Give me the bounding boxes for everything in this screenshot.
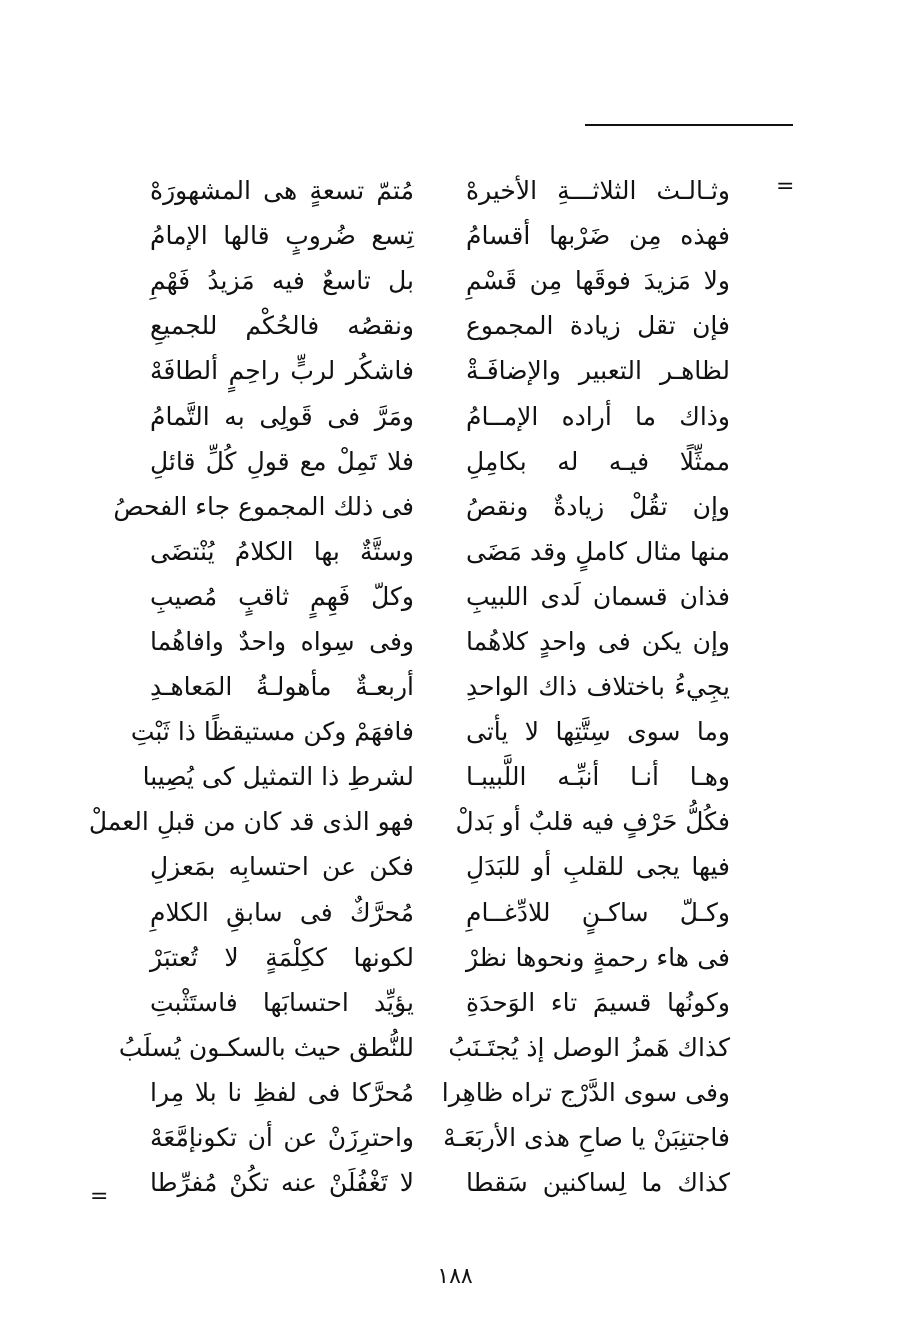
- second-hemistich: لكونها ككِلْمَةٍ لا تُعتبَرْ: [150, 942, 414, 972]
- second-hemistich: فكن عن احتسابِه بمَعزلِ: [150, 852, 414, 882]
- verse: [150, 1115, 730, 1160]
- verse: [150, 168, 730, 213]
- second-hemistich: فلا تَمِلْ مع قولِ كُلِّ قائلِ: [150, 446, 414, 476]
- second-hemistich: ونقصُه فالحُكْم للجميعِ: [150, 311, 414, 341]
- first-hemistich: يجِيءُ باختلاف ذاك الواحدِ: [466, 672, 730, 702]
- verse: [150, 619, 730, 664]
- first-hemistich: وإن يكن فى واحدٍ كلاهُما: [466, 626, 730, 656]
- first-hemistich: فإن تقل زيادة المجموع: [466, 311, 730, 341]
- first-hemistich: منها مثال كاملٍ وقد مَضَى: [466, 536, 730, 566]
- second-hemistich: للنُّطق حيث بالسكـون يُسلَبُ: [118, 1032, 414, 1062]
- first-hemistich: لظاهـر التعبير والإضافَـةْ: [466, 356, 730, 386]
- verse: [130, 709, 730, 754]
- second-hemistich: وستَّةٌ بها الكلامُ يُنْتضَى: [150, 536, 414, 566]
- second-hemistich: مُحرَّكٌ فى سابقِ الكلامِ: [150, 897, 414, 927]
- first-hemistich: وهـا أنـا أنبِّـه اللَّبيبـا: [466, 762, 730, 792]
- second-hemistich: ومَرَّ فى قَولِى به التَّمامُ: [150, 401, 414, 431]
- first-hemistich: وذاك ما أراده الإمــامُ: [466, 401, 730, 431]
- verse: [150, 844, 730, 889]
- verse: [150, 1160, 730, 1205]
- verse: [150, 348, 730, 393]
- footnote-rule: [585, 124, 793, 126]
- first-hemistich: ولا مَزيدَ فوقَها مِن قَسْمِ: [466, 266, 730, 296]
- verse: [150, 393, 730, 438]
- first-hemistich: وكـلّ ساكـنٍ للادِّغــامِ: [466, 897, 730, 927]
- second-hemistich: مُحرَّكا فى لفظِ نا بلا مِرا: [150, 1077, 414, 1107]
- verse: [150, 303, 730, 348]
- second-hemistich: بل تاسعٌ فيه مَزيدُ فَهْمِ: [150, 266, 414, 296]
- verse: [150, 1070, 730, 1115]
- verse: [150, 664, 730, 709]
- first-hemistich: وثـالـث الثلاثـــةِ الأخيرهْ: [466, 176, 730, 206]
- verse: [150, 935, 730, 980]
- verse: [150, 890, 730, 935]
- verse: [150, 980, 730, 1025]
- verse: [150, 574, 730, 619]
- first-hemistich: وكونُها قسيمَ تاء الوَحدَةِ: [466, 987, 730, 1017]
- second-hemistich: لا تَغْفُلَنْ عنه تكُنْ مُفرِّطا: [150, 1168, 414, 1198]
- verse: [150, 529, 730, 574]
- first-hemistich: وفى سوى الدَّرْج تراه ظاهِرا: [441, 1077, 730, 1107]
- first-hemistich: فكُلُّ حَرْفٍ فيه قلبٌ أو بَدلْ: [455, 807, 730, 837]
- first-hemistich: فهذه مِن ضَرْبها أقسامُ: [466, 221, 730, 251]
- second-hemistich: يؤيِّد احتسابَها فاستَثْبتِ: [150, 987, 414, 1017]
- second-hemistich: مُتمّ تسعةٍ هى المشهورَهْ: [150, 176, 414, 206]
- first-hemistich: فيها يجى للقلبِ أو للبَدَلِ: [466, 852, 730, 882]
- second-hemistich: واحترِزَنْ عن أن تكونإمَّعَهْ: [150, 1123, 414, 1153]
- first-hemistich: فذان قسمان لَدى اللبيبِ: [466, 581, 730, 611]
- continuation-mark-top: =: [776, 174, 795, 199]
- continuation-mark-bottom: =: [90, 1184, 109, 1209]
- first-hemistich: كذاك ما لِساكنين سَقطا: [466, 1168, 730, 1198]
- verse: [88, 799, 730, 844]
- verse: [150, 439, 730, 484]
- first-hemistich: فى هاء رحمةٍ ونحوها نظرْ: [466, 942, 730, 972]
- second-hemistich: لشرطِ ذا التمثيل كى يُصِيبا: [142, 762, 414, 792]
- second-hemistich: وفى سِواه واحدٌ وافاهُما: [150, 626, 414, 656]
- first-hemistich: كذاك هَمزُ الوصل إذ يُجتَـنَبُ: [448, 1032, 730, 1062]
- second-hemistich: فهو الذى قد كان من قبلِ العملْ: [88, 807, 414, 837]
- second-hemistich: وكلّ فَهِمٍ ثاقبٍ مُصيبِ: [150, 581, 414, 611]
- page-number: ١٨٨: [437, 1264, 473, 1289]
- second-hemistich: فافهَمْ وكن مستيقظًا ذا ثَبْتِ: [130, 717, 414, 747]
- verse: [150, 258, 730, 303]
- verse: [113, 484, 730, 529]
- first-hemistich: وإن تقُلْ زيادةٌ ونقصُ: [466, 491, 730, 521]
- verse: [142, 754, 730, 799]
- first-hemistich: ممثِّلًا فيـه له بكامِلِ: [466, 446, 730, 476]
- first-hemistich: فاجتنِبَنْ يا صاحِ هذى الأربَعَـهْ: [443, 1123, 730, 1153]
- second-hemistich: فى ذلك المجموع جاء الفحصُ: [113, 491, 414, 521]
- first-hemistich: وما سوى سِتَّتِها لا يأتى: [466, 717, 730, 747]
- poem-body: [88, 168, 730, 1205]
- second-hemistich: أربعـةٌ مأهولـةُ المَعاهـدِ: [150, 672, 414, 702]
- verse: [150, 213, 730, 258]
- second-hemistich: فاشكُر لربٍّ راحِمٍ ألطافَهْ: [150, 356, 414, 386]
- second-hemistich: تِسع ضُروبٍ قالها الإمامُ: [150, 221, 414, 251]
- verse: [118, 1025, 730, 1070]
